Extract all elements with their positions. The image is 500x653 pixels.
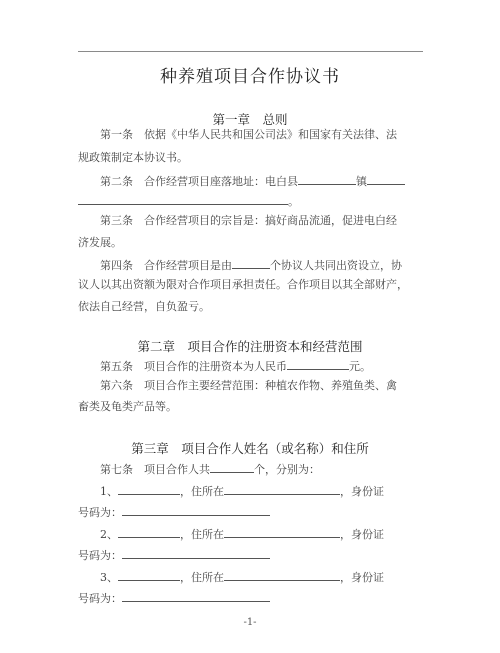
partner-3-address-blank[interactable] xyxy=(224,569,340,581)
article-3-line-1: 第三条 合作经营项目的宗旨是：搞好商品流通，促进电白经 xyxy=(100,214,397,227)
article-6-line-1: 第六条 项目合作主要经营范围：种植农作物、养殖鱼类、禽 xyxy=(100,379,397,392)
chapter-1-heading: 第一章 总则 xyxy=(212,112,288,127)
article-3-line-2: 济发展。 xyxy=(78,236,122,249)
partner-3-id-blank[interactable] xyxy=(122,590,270,602)
address-blank[interactable] xyxy=(78,193,288,205)
article-7-line-1: 第七条 项目合作人共 个，分别为： xyxy=(100,463,320,476)
page-number: -1- xyxy=(243,617,257,628)
article-6-line-2: 畜类及龟类产品等。 xyxy=(78,400,177,413)
chapter-2-heading: 第二章 项目合作的注册资本和经营范围 xyxy=(137,339,363,354)
article-4-line-2: 议人以其出资额为限对合作项目承担责任。合作项目以其全部财产， xyxy=(78,278,408,291)
partner-2-id-blank[interactable] xyxy=(122,547,270,559)
partner-3-name-blank[interactable] xyxy=(118,569,180,581)
partner-total-blank[interactable] xyxy=(210,461,254,473)
top-rule xyxy=(78,51,423,52)
article-5-line-1: 第五条 项目合作的注册资本为人民币 元。 xyxy=(100,360,371,373)
partner-2-address-blank[interactable] xyxy=(224,526,340,538)
partner-2-line-2: 号码为： xyxy=(78,547,423,563)
chapter-3-heading: 第三章 项目合作人姓名（或名称）和住所 xyxy=(131,441,369,456)
town-blank[interactable] xyxy=(367,173,405,185)
article-4-line-3: 依法自己经营，自负盈亏。 xyxy=(78,300,210,313)
capital-blank[interactable] xyxy=(287,358,349,370)
partner-2-name-blank[interactable] xyxy=(118,526,180,538)
partner-1-line-1: 1、 ，住所在 ，身份证 xyxy=(100,485,384,498)
article-2-line-1: 第二条 合作经营项目座落地址：电白县 镇 xyxy=(78,173,445,189)
partner-count-blank[interactable] xyxy=(232,257,270,269)
partner-1-line-2: 号码为： xyxy=(78,504,423,520)
partner-1-id-blank[interactable] xyxy=(122,504,270,516)
article-1-line-2: 规政策制定本协议书。 xyxy=(78,151,188,164)
partner-2-line-1: 2、 ，住所在 ，身份证 xyxy=(100,528,384,541)
partner-1-name-blank[interactable] xyxy=(118,483,180,495)
document-title: 种养殖项目合作协议书 xyxy=(160,67,340,87)
partner-3-line-1: 3、 ，住所在 ，身份证 xyxy=(100,571,384,584)
county-blank[interactable] xyxy=(298,173,356,185)
article-2-line-2: 。 xyxy=(78,193,423,209)
article-4-line-1: 第四条 合作经营项目是由 个协议人共同出资设立，协 xyxy=(100,259,402,272)
partner-3-line-2: 号码为： xyxy=(78,590,423,606)
article-1-line-1: 第一条 依据《中华人民共和国公司法》和国家有关法律、法 xyxy=(100,128,397,141)
partner-1-address-blank[interactable] xyxy=(224,483,340,495)
